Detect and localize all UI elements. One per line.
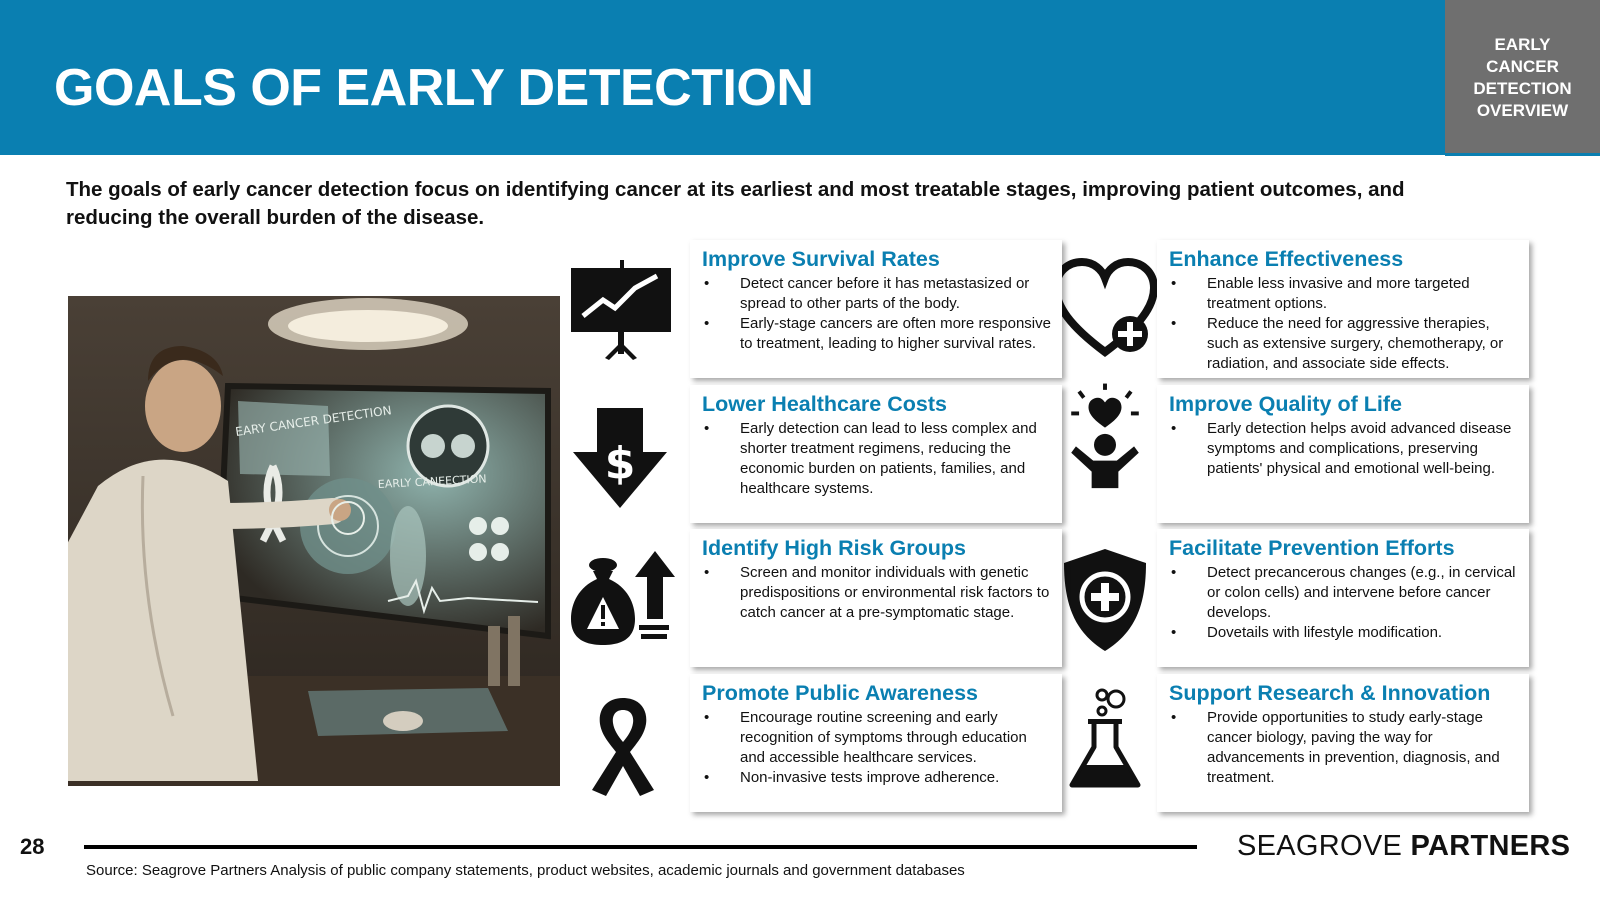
source-note: Source: Seagrove Partners Analysis of public company statements, product websites, academic journals and government databases <box>86 862 965 879</box>
goal-card-costs <box>690 385 1062 523</box>
doctor-screen-illustration <box>68 296 560 786</box>
goal-title: Lower Healthcare Costs <box>702 392 947 416</box>
screen-label: EARLY CANEECTION <box>377 472 487 491</box>
shield-plus-icon <box>1050 545 1160 655</box>
goal-card-survival <box>690 240 1062 378</box>
section-tag-line: EARLY <box>1494 35 1551 54</box>
goal-bullet: • Screen and monitor individuals with genetic predispositions or environmental risk factors to catch cancer at a pre-symptomatic stage. <box>702 563 1052 623</box>
header-banner <box>0 0 1445 155</box>
goal-bullets <box>1169 563 1519 643</box>
goal-bullet: • Reduce the need for aggressive therapies, such as extensive surgery, chemotherapy, or radiation, and associate side effects. <box>1169 314 1519 374</box>
person-heart-icon <box>1050 382 1160 492</box>
goal-title: Identify High Risk Groups <box>702 536 966 560</box>
section-tag-line: CANCER <box>1486 57 1559 76</box>
goal-title: Improve Survival Rates <box>702 247 940 271</box>
svg-text:$: $ <box>604 438 636 489</box>
goal-bullet: • Dovetails with lifestyle modification. <box>1169 623 1519 643</box>
goal-bullets <box>702 708 1052 788</box>
goal-bullet: • Detect precancerous changes (e.g., in cervical or colon cells) and intervene before cancer develops. <box>1169 563 1519 623</box>
brand-bold: PARTNERS <box>1410 830 1571 862</box>
goal-bullet: • Enable less invasive and more targeted treatment options. <box>1169 274 1519 314</box>
goal-title: Promote Public Awareness <box>702 681 979 705</box>
section-tag <box>1445 0 1600 155</box>
goal-card-quality-of-life <box>1157 385 1529 523</box>
screen-label: EARY CANCER DETECTION <box>234 403 393 439</box>
risk-bag-up-arrow-icon <box>565 545 675 655</box>
goal-card-prevention <box>1157 529 1529 667</box>
section-tag-line: OVERVIEW <box>1476 101 1569 120</box>
goal-bullet: • Early-stage cancers are often more responsive to treatment, leading to higher survival rates. <box>702 314 1052 354</box>
dollar-down-arrow-icon <box>565 402 675 512</box>
goal-bullet: • Early detection helps avoid advanced disease symptoms and complications, preserving patients' physical and emotional well-being. <box>1169 419 1519 479</box>
goal-card-effectiveness <box>1157 240 1529 378</box>
goal-bullet: • Early detection can lead to less complex and shorter treatment regimens, reducing the economic burden on patients, families, and healthcare systems. <box>702 419 1052 499</box>
goal-bullet: • Encourage routine screening and early recognition of symptoms through education and accessible healthcare services. <box>702 708 1052 768</box>
presentation-chart-icon <box>565 258 675 368</box>
goal-bullets <box>702 419 1052 499</box>
brand-logo <box>1237 830 1570 863</box>
section-tag-line: DETECTION <box>1473 79 1572 98</box>
header-rule <box>1445 153 1600 156</box>
page-title: GOALS OF EARLY DETECTION <box>54 59 814 117</box>
awareness-ribbon-icon <box>568 690 678 800</box>
goal-title: Support Research & Innovation <box>1169 681 1491 705</box>
heart-plus-icon <box>1050 256 1160 366</box>
page-number: 28 <box>20 834 45 859</box>
goal-bullets <box>1169 274 1519 374</box>
brand-light: SEAGROVE <box>1237 830 1411 862</box>
goal-bullets <box>1169 419 1519 479</box>
goal-bullets <box>1169 708 1519 788</box>
goal-bullet: • Detect cancer before it has metastasized or spread to other parts of the body. <box>702 274 1052 314</box>
footer-rule <box>84 845 1197 849</box>
goal-bullet: • Provide opportunities to study early-stage cancer biology, paving the way for advancements in prevention, diagnosis, and treatment. <box>1169 708 1519 788</box>
goal-card-awareness <box>690 674 1062 812</box>
flask-icon <box>1050 685 1160 795</box>
goal-card-high-risk <box>690 529 1062 667</box>
goal-card-research <box>1157 674 1529 812</box>
goal-bullet: • Non-invasive tests improve adherence. <box>702 768 1052 788</box>
goal-bullets <box>702 563 1052 623</box>
goal-bullets <box>702 274 1052 354</box>
intro-text: The goals of early cancer detection focus on identifying cancer at its earliest and most treatable stages, improving patient outcomes, and reducing the overall burden of the disease. <box>66 178 1405 229</box>
goal-title: Enhance Effectiveness <box>1169 247 1404 271</box>
goal-title: Facilitate Prevention Efforts <box>1169 536 1455 560</box>
goal-title: Improve Quality of Life <box>1169 392 1402 416</box>
